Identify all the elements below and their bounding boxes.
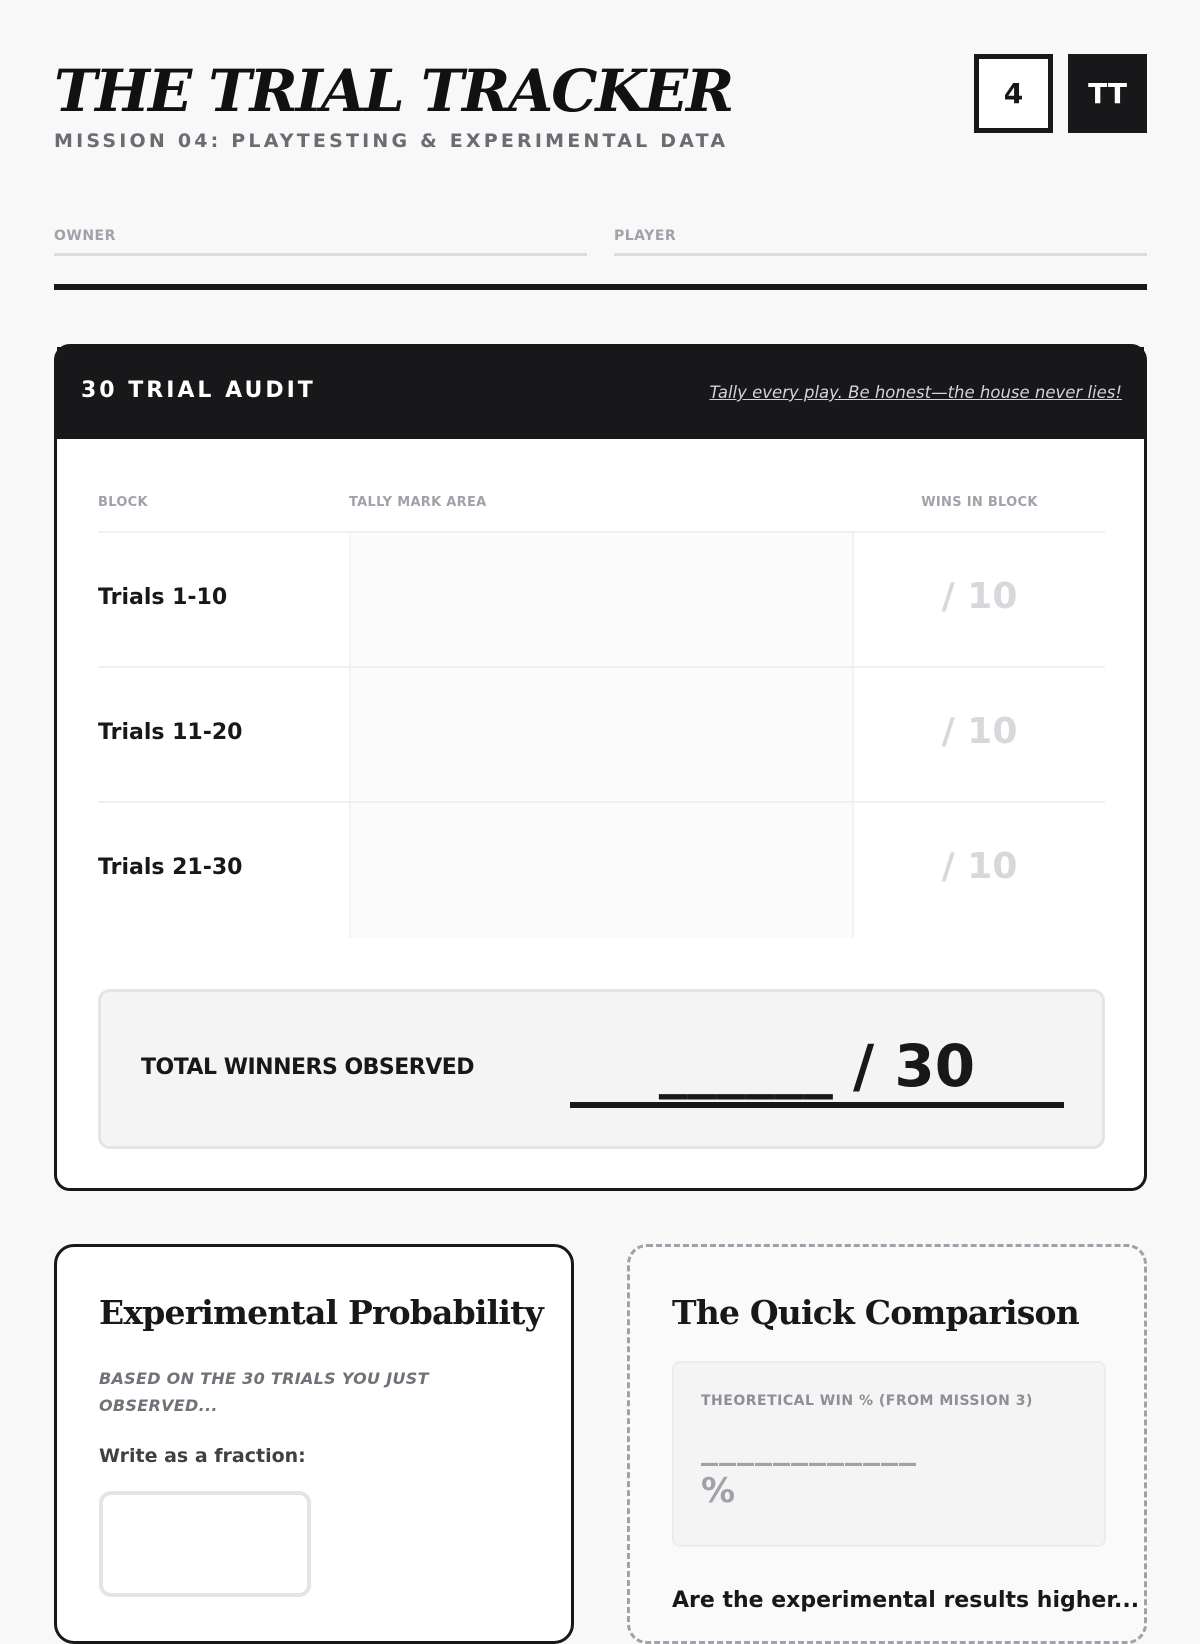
theoretical-win-label: THEORETICAL WIN % (FROM MISSION 3) [701,1393,1033,1409]
total-winners-value[interactable]: ______ / 30 [658,1032,976,1100]
experimental-title: Experimental Probability [99,1293,543,1332]
fraction-input[interactable] [99,1491,311,1597]
comparison-title: The Quick Comparison [672,1293,1079,1332]
tally-area[interactable] [349,803,854,938]
player-label: PLAYER [614,228,677,244]
block-label: Trials 1-10 [98,585,228,610]
fraction-prompt: Write as a fraction: [99,1445,306,1467]
tally-area[interactable] [349,533,854,668]
wins-in-block[interactable]: / 10 [941,576,1018,617]
header-divider [54,284,1147,290]
owner-label: OWNER [54,228,116,244]
comparison-question: Are the experimental results higher... [672,1588,1140,1613]
column-header-block: BLOCK [98,495,148,510]
tally-area[interactable] [349,668,854,803]
initials-badge: TT [1068,54,1147,133]
table-row [98,803,1105,938]
table-row [98,668,1105,803]
column-header-tally: TALLY MARK AREA [349,495,487,510]
audit-note: Tally every play. Be honest—the house never lies! [709,383,1122,402]
page-header [54,57,1147,152]
owner-field[interactable] [54,226,587,256]
wins-in-block[interactable]: / 10 [941,711,1018,752]
table-row [98,533,1105,668]
theoretical-win-blank[interactable]: ____________ [701,1427,917,1467]
total-winners-box [98,989,1105,1149]
experimental-subtitle: BASED ON THE 30 TRIALS YOU JUST OBSERVED... [99,1369,429,1415]
block-label: Trials 11-20 [98,720,243,745]
page-title: THE TRIAL TRACKER [54,57,733,125]
percent-sign: % [701,1471,736,1511]
mission-number-badge: 4 [974,54,1053,133]
column-header-wins: WINS IN BLOCK [921,495,1038,510]
total-winners-label: TOTAL WINNERS OBSERVED [141,1055,475,1080]
block-label: Trials 21-30 [98,855,243,880]
total-underline [570,1102,1064,1108]
page-subtitle: MISSION 04: PLAYTESTING & EXPERIMENTAL DATA [54,130,729,152]
theoretical-win-box [672,1361,1106,1547]
trial-audit-card [54,344,1147,1191]
audit-header [57,347,1144,439]
experimental-probability-card [54,1244,574,1644]
audit-title: 30 TRIAL AUDIT [81,378,316,403]
player-field[interactable] [614,226,1147,256]
wins-in-block[interactable]: / 10 [941,846,1018,887]
quick-comparison-card [627,1244,1147,1644]
